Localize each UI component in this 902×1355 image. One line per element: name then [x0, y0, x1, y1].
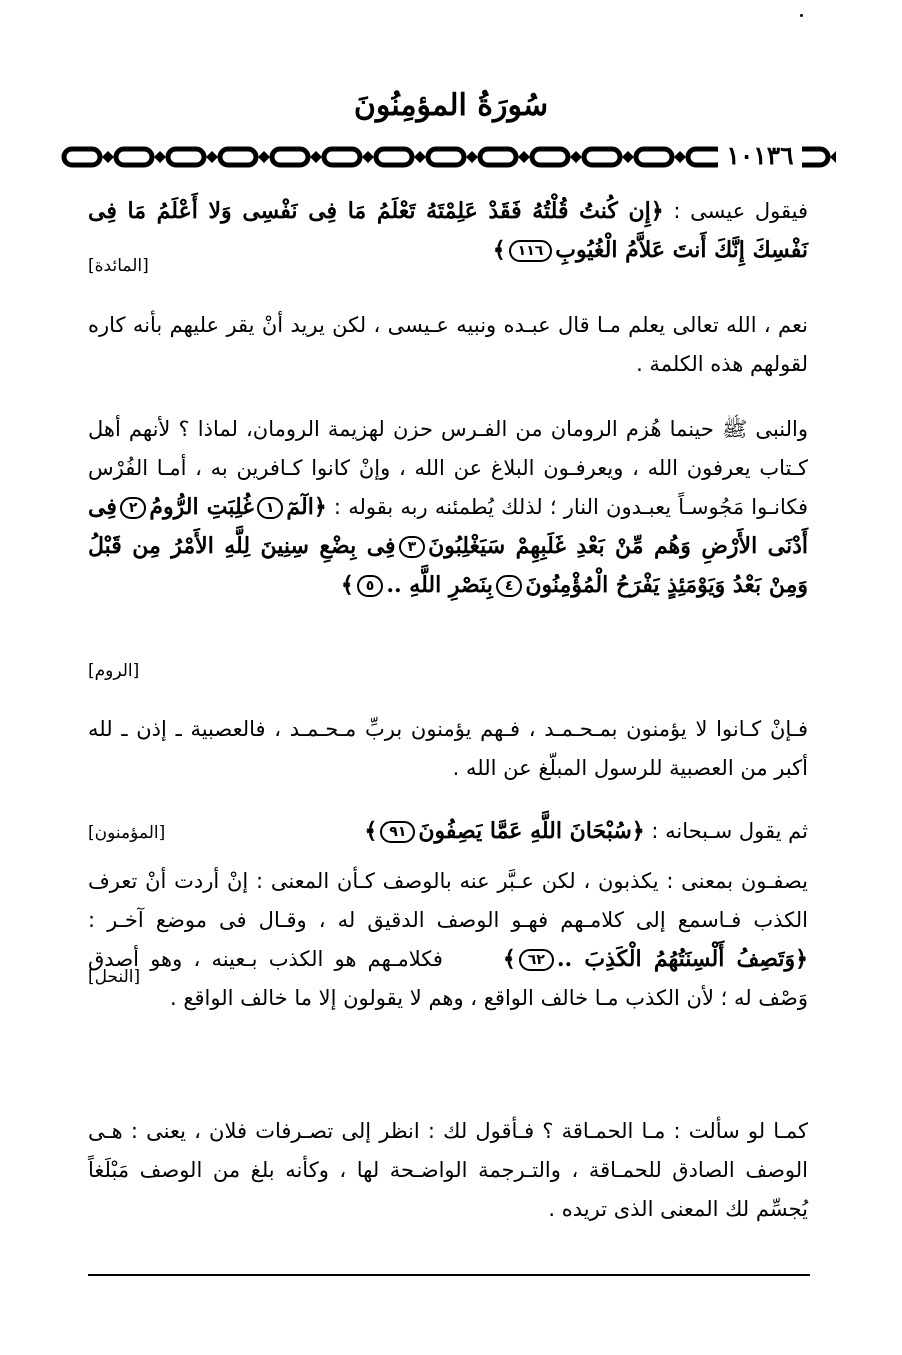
ayah-number-badge: ١	[257, 497, 284, 519]
chain-diamond	[154, 151, 166, 163]
ayah-number-badge: ١١٦	[509, 240, 553, 262]
quran-quote-nahl: وَتَصِفُ أَلْسِنَتُهُمُ الْكَذِبَ ..	[556, 946, 796, 972]
quran-quote-rum-2: غُلِبَتِ الرُّومُ	[149, 494, 254, 520]
chain-diamond	[830, 151, 836, 163]
chain-link	[220, 149, 256, 165]
chain-link	[376, 149, 412, 165]
ayah-number-badge: ٤	[496, 575, 523, 597]
chain-link	[532, 149, 568, 165]
chain-link	[428, 149, 464, 165]
paragraph-5-intro: ثم يقول سـبحانه :	[644, 819, 808, 843]
chain-diamond	[414, 151, 426, 163]
surah-reference-maidah: [المائدة]	[88, 256, 149, 276]
surah-title: سُورَةُ المؤمِنُونَ	[353, 88, 549, 123]
chain-link	[324, 149, 360, 165]
ayah-number-badge: ٩١	[380, 821, 415, 843]
paragraph-7: كمـا لو سألت : مـا الحمـاقة ؟ فـأقول لك : انظر إلى تصـرفات فلان ، يعنى : هـى الوصف الصادق للحمـاقة ، والتـرجمة الواضـحة لها ، وكأنه بلغ من الوصف مَبْلَغاً يُجسِّم لك المعنى الذى تريده .	[88, 1119, 808, 1221]
paragraph-6: يصفـون بمعنى : يكذبون ، لكن عـبَّر عنه بالوصف كـأن المعنى : إنْ أردت أنْ تعرف الكذب فـاسمع إلى كلامـهم فهـو الوصف الدقيق له ، وقـال فى موضع آخـر : ﴿وَتَصِفُ أَلْسِنَتُهُمُ الْكَذِبَ ..٦٢﴾فكلامـهم هو الكذب بـعينه ، وهو أصدق وَصْف له ؛ لأن الكذب مـا خالف الواقع ، وهم لا يقولون إلا ما خالف الواقع .	[88, 869, 808, 1010]
quran-quote-rum-4: فِى بِضْعِ سِنِينَ لِلَّهِ الأَمْرُ مِن قَبْلُ وَمِنْ بَعْدُ وَيَوْمَئِذٍ يَفْرَحُ الْمُؤْمِنُونَ	[88, 533, 808, 598]
paragraph-1: فيقول عيسى : ﴿إِن كُنتُ قُلْتُهُ فَقَدْ عَلِمْتَهُ تَعْلَمُ مَا فِى نَفْسِى وَلا أَعْلَمُ مَا فِى نَفْسِكَ إِنَّكَ أَنتَ عَلاَّمُ الْغُيُوبِ١١٦﴾	[88, 198, 809, 263]
chain-link	[168, 149, 204, 165]
paragraph-6-text: يصفـون بمعنى : يكذبون ، لكن عـبَّر عنه بالوصف كـأن المعنى : إنْ أردت أنْ تعرف الكذب فـاسمع إلى كلامـهم فهـو الوصف الدقيق له ، وقـال فى موضع آخـر :	[88, 869, 808, 932]
chain-diamond	[102, 151, 114, 163]
chain-diamond	[362, 151, 374, 163]
chain-link	[64, 149, 100, 165]
chain-diamond	[674, 151, 686, 163]
paragraph-4: فـإنْ كـانوا لا يؤمنون بمـحـمـد ، فـهم يؤمنون بربِّ مـحـمـد ، فالعصبية ـ إذن ـ لله أكبر من العصبية للرسول المبلّغ عن الله .	[88, 717, 808, 780]
quran-quote-rum-5: بِنَصْرِ اللَّهِ ..	[386, 572, 493, 598]
surah-reference-rum: [الروم]	[88, 661, 140, 681]
paragraph-5: ثم يقول سـبحانه : ﴿سُبْحَانَ اللَّهِ عَمَّا يَصِفُونَ٩١﴾	[364, 818, 808, 844]
chain-diamond	[466, 151, 478, 163]
paragraph-3-text: والنبى ﷺ حينما هُزم الرومان من الفـرس حزن لهزيمة الرومان، لماذا ؟ لأنهم أهل كـتاب يعرفون الله ، ويعرفـون البلاغ عن الله ، وإنْ كانوا كـافرين به ، أمـا الفُرْس فكانـوا مَجُوسـاً يعبـدون النار ؛ لذلك يُطمئنه ربه بقوله :	[88, 417, 809, 519]
chain-link	[636, 149, 672, 165]
chain-link	[480, 149, 516, 165]
paragraph-3: والنبى ﷺ حينما هُزم الرومان من الفـرس حزن لهزيمة الرومان، لماذا ؟ لأنهم أهل كـتاب يعرفون الله ، ويعرفـون البلاغ عن الله ، وإنْ كانوا كـافرين به ، أمـا الفُرْس فكانـوا مَجُوسـاً يعبـدون النار ؛ لذلك يُطمئنه ربه بقوله : ﴿الٓمٓ١غُلِبَتِ الرُّومُ٢فِى أَدْنَى الأَرْضِ وَهُم مِّنْ بَعْدِ غَلَبِهِمْ سَيَغْلِبُونَ٣فِى بِضْعِ سِنِينَ لِلَّهِ الأَمْرُ مِن قَبْلُ وَمِنْ بَعْدُ وَيَوْمَئِذٍ يَفْرَحُ الْمُؤْمِنُونَ٤بِنَصْرِ اللَّهِ ..٥﴾	[88, 417, 809, 598]
ayah-number-badge: ٢	[120, 497, 147, 519]
paragraph-1-intro: فيقول عيسى :	[663, 199, 809, 223]
chain-diamond	[570, 151, 582, 163]
surah-reference-nahl: [النحل]	[88, 967, 141, 987]
quran-quote-maidah: إِن كُنتُ قُلْتُهُ فَقَدْ عَلِمْتَهُ تَعْلَمُ مَا فِى نَفْسِى وَلا أَعْلَمُ مَا فِى نَفْسِكَ إِنَّكَ أَنتَ عَلاَّمُ الْغُيُوبِ	[88, 198, 808, 263]
chain-diamond	[622, 151, 634, 163]
paragraph-6-rest: فكلامـهم هو الكذب بـعينه ، وهو أصدق وَصْف له ؛ لأن الكذب مـا خالف الواقع ، وهم لا يقولون إلا ما خالف الواقع .	[88, 947, 808, 1010]
page-number: ١٠١٣٦	[718, 140, 802, 172]
chain-link	[584, 149, 620, 165]
quran-quote-muminun: سُبْحَانَ اللَّهِ عَمَّا يَصِفُونَ	[418, 818, 632, 844]
ayah-number-badge: ٣	[399, 536, 426, 558]
paragraph-2: نعم ، الله تعالى يعلم مـا قال عبـده ونبيه عـيسى ، لكن يريد أنْ يقر عليهم بأنه كاره لقولهم هذه الكلمة .	[88, 313, 808, 376]
chain-diamond	[518, 151, 530, 163]
quran-quote-rum-3: فِى أَدْنَى الأَرْضِ وَهُم مِّنْ بَعْدِ غَلَبِهِمْ سَيَغْلِبُونَ	[88, 494, 808, 559]
chain-diamond	[310, 151, 322, 163]
chain-link	[116, 149, 152, 165]
quran-quote-rum-1: الٓمٓ	[286, 494, 314, 520]
footer-rule	[88, 1274, 810, 1276]
chain-diamond	[258, 151, 270, 163]
chain-link	[272, 149, 308, 165]
ayah-number-badge: ٦٢	[519, 949, 554, 971]
ayah-number-badge: ٥	[357, 575, 384, 597]
chain-diamond	[206, 151, 218, 163]
surah-reference-muminun: [المؤمنون]	[88, 823, 166, 843]
speck-mark	[800, 14, 803, 17]
